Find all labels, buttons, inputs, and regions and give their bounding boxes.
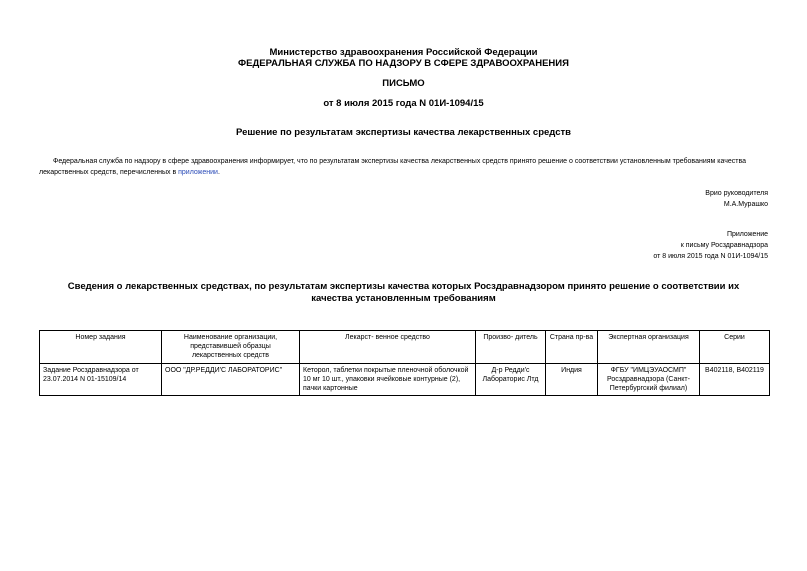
letter-body	[39, 156, 769, 178]
table-header-row	[40, 331, 770, 364]
cell-manufacturer: Д-р Редди'с Лабораторис Лтд	[476, 364, 546, 396]
cell-country: Индия	[546, 364, 598, 396]
service-name: ФЕДЕРАЛЬНАЯ СЛУЖБА ПО НАДЗОРУ В СФЕРЕ ЗДРАВООХРАНЕНИЯ	[238, 58, 569, 69]
col-medicine: Лекарст- венное средство	[300, 331, 476, 364]
cell-task-number: Задание Росздравнадзора от 23.07.2014 N 01-15109/14	[40, 364, 162, 396]
table-row	[40, 364, 770, 396]
col-manufacturer: Произво- дитель	[476, 331, 546, 364]
medicines-table	[39, 330, 770, 396]
col-expert-organization: Экспертная организация	[598, 331, 700, 364]
col-task-number: Номер задания	[40, 331, 162, 364]
ministry-name: Министерство здравоохранения Российской Федерации	[269, 47, 538, 58]
appendix-title: Сведения о лекарственных средствах, по результатам экспертизы качества которых Росздравнадзором принято решение о соответствии их качества установленным требованиям	[67, 281, 740, 304]
appendix-to-letter: к письму Росздравнадзора	[680, 242, 768, 249]
document-date-number: от 8 июля 2015 года N 01И-1094/15	[323, 98, 484, 109]
appendix-link[interactable]: приложении	[178, 169, 218, 176]
signatory-position: Врио руководителя	[705, 190, 768, 197]
letter-subject: Решение по результатам экспертизы качества лекарственных средств	[236, 127, 571, 138]
cell-expert-organization: ФГБУ "ИМЦЭУАОСМП" Росздравнадзора (Санкт-Петербургский филиал)	[598, 364, 700, 396]
appendix-label: Приложение	[726, 231, 768, 238]
col-organization: Наименование организации, представившей образцы лекарственных средств	[162, 331, 300, 364]
signatory-name: М.А.Мурашко	[723, 201, 768, 208]
letter-body-text: Федеральная служба по надзору в сфере здравоохранения информирует, что по результатам экспертизы качества лекарственных средств принято решение о соответствии установленным требованиям качества лекарственных средств, перечисленных в	[39, 158, 747, 176]
appendix-date-number: от 8 июля 2015 года N 01И-1094/15	[653, 253, 768, 260]
letter-body-end: .	[217, 169, 220, 176]
col-country: Страна пр-ва	[546, 331, 598, 364]
col-series: Серии	[700, 331, 770, 364]
cell-series: В402118, В402119	[700, 364, 770, 396]
document-type: ПИСЬМО	[382, 78, 425, 89]
cell-organization: ООО "ДР.РЕДДИ'С ЛАБОРАТОРИС"	[162, 364, 300, 396]
cell-medicine: Кеторол, таблетки покрытые пленочной оболочкой 10 мг 10 шт., упаковки ячейковые контурные (2), пачки картонные	[300, 364, 476, 396]
